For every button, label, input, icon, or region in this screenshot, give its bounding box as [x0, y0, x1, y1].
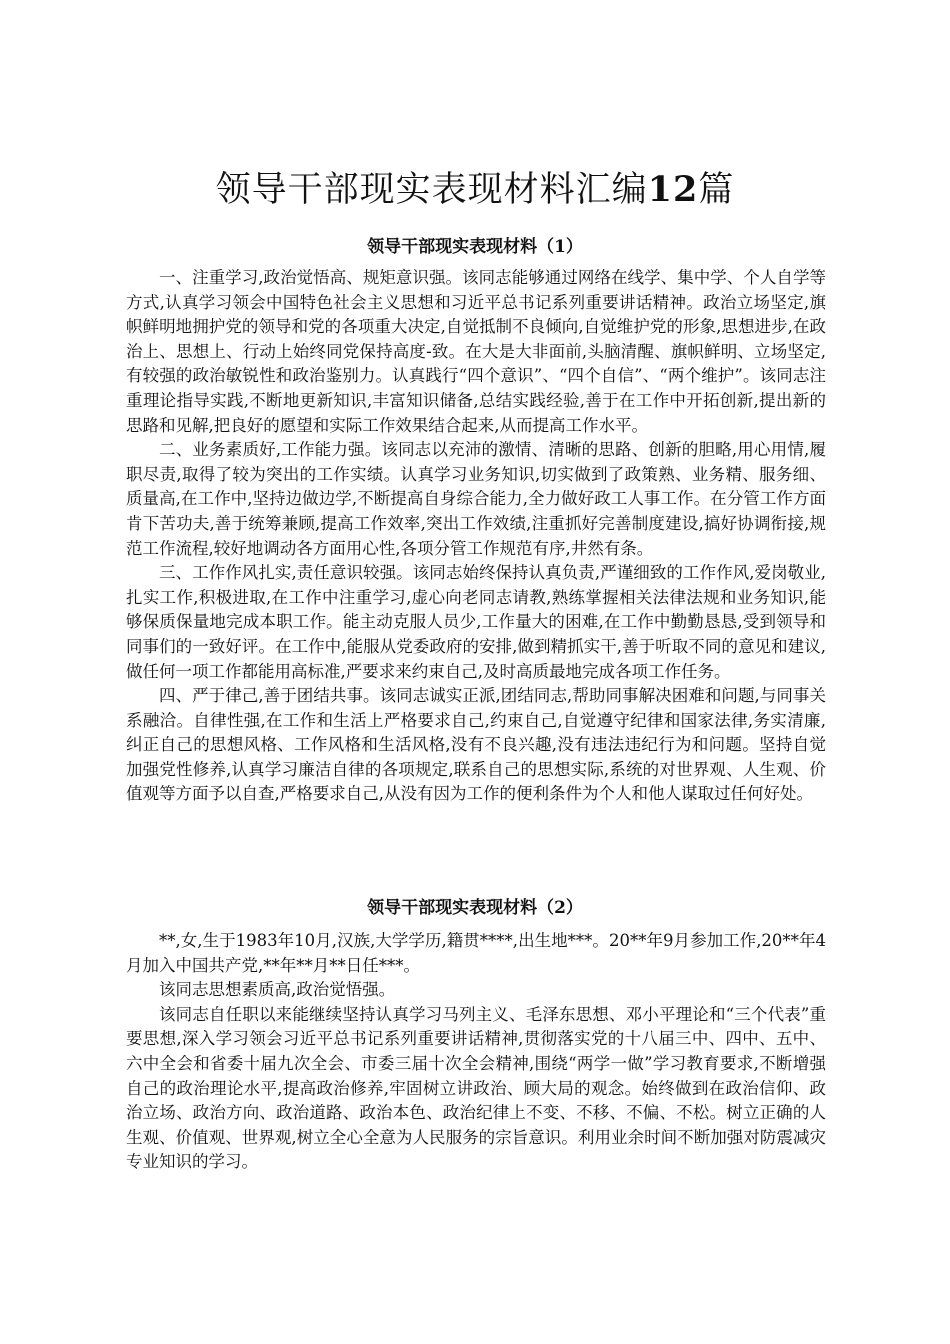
section-1-paragraph-3: 三、工作作风扎实,责任意识较强。该同志始终保持认真负责,严谨细致的工作作风,爱岗敬业,扎实工作,积极进取,在工作中注重学习,虚心向老同志请教,熟练掌握相关法律法规和业务知识,能够保质保量地完成本职工作。能主动克服人员少,工作量大的困难,在工作中勤勤恳恳,受到领导和同事们的一致好评。在工作中,能服从党委政府的安排,做到精抓实干,善于听取不同的意见和建议,做任何一项工作都能用高标准,严要求来约束自己,及时高质最地完成各项工作任务。: [126, 563, 826, 681]
section-1-body: [126, 266, 826, 807]
title-number: 12: [647, 169, 699, 210]
section-2-paragraph-2: 该同志思想素质高,政治觉悟强。: [159, 980, 396, 1000]
section-2-heading: 领导干部现实表现材料（2）: [367, 898, 583, 918]
section-2-paragraph-1: **,女,生于1983年10月,汉族,大学学历,籍贯****,出生地***。20**年9月参加工作,20**年4月加入中国共产党,**年**月**日任***。: [126, 931, 826, 975]
section-1-heading: 领导干部现实表现材料（1）: [367, 237, 583, 257]
section-1-paragraph-4: 四、严于律己,善于团结共事。该同志诚实正派,团结同志,帮助同事解决困难和问题,与同事关系融洽。自律性强,在工作和生活上严格要求自己,约束自己,自觉遵守纪律和国家法律,务实清廉,纠正自己的思想风格、工作风格和生活风格,没有不良兴趣,没有违法违纪行为和问题。坚持自觉加强党性修养,认真学习廉洁自律的各项规定,联系自己的思想实际,系统的对世界观、人生观、价值观等方面予以自查,严格要求自己,从没有因为工作的便利条件为个人和他人谋取过任何好处。: [126, 686, 826, 804]
section-2-body: [126, 929, 826, 1175]
section-2-paragraph-3: 该同志自任职以来能继续坚持认真学习马列主义、毛泽东思想、邓小平理论和“三个代表”重要思想,深入学习领会习近平总书记系列重要讲话精神,贯彻落实党的十八届三中、四中、五中、六中全会和省委十届九次全会、市委三届十次全会精神,围绕“两学一做”学习教育要求,不断增强自己的政治理论水平,提高政治修养,牢固树立讲政治、顾大局的观念。始终做到在政治信仰、政治立场、政治方向、政治道路、政治本色、政治纪律上不变、不移、不偏、不松。树立正确的人生观、价值观、世界观,树立全心全意为人民服务的宗旨意识。利用业余时间不断加强对防震减灾专业知识的学习。: [126, 1004, 826, 1172]
section-1-paragraph-1: 一、注重学习,政治觉悟高、规矩意识强。该同志能够通过网络在线学、集中学、个人自学等方式,认真学习领会中国特色社会主义思想和习近平总书记系列重要讲话精神。政治立场坚定,旗帜鲜明地拥护党的领导和党的各项重大决定,自觉抵制不良倾向,自觉维护党的形象,思想进步,在政治上、思想上、行动上始终同党保持高度-致。在大是大非面前,头脑清醒、旗帜鲜明、立场坚定,有较强的政治敏锐性和政治鉴别力。认真践行“四个意识”、“四个自信”、“两个维护”。该同志注重理论指导实践,不断地更新知识,丰富知识储备,总结实践经验,善于在工作中开拓创新,提出新的思路和见解,把良好的愿望和实际工作效果结合起来,从而提高工作水平。: [126, 268, 826, 435]
section-1-paragraph-2: 二、业务素质好,工作能力强。该同志以充沛的激情、清晰的思路、创新的胆略,用心用情,履职尽责,取得了较为突出的工作实绩。认真学习业务知识,切实做到了政策熟、业务精、服务细、质量高,在工作中,坚持边做边学,不断提高自身综合能力,全力做好政工人事工作。在分管工作方面肯下苦功夫,善于统筹兼顾,提高工作效率,突出工作效绩,注重抓好完善制度建设,搞好协调衔接,规范工作流程,较好地调动各方面用心性,各项分管工作规范有序,井然有条。: [126, 440, 826, 558]
title-text: 领导干部现实表现材料汇编: [215, 170, 648, 210]
document-title: [0, 168, 950, 212]
title-suffix: 篇: [698, 170, 735, 210]
